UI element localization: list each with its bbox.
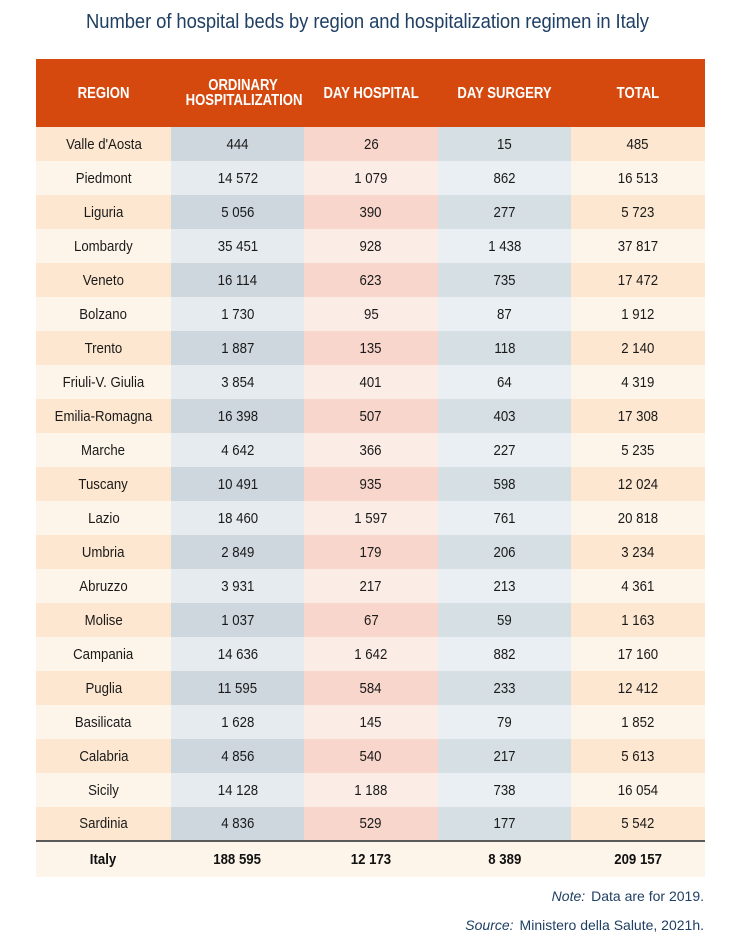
cell-text: Italy — [90, 851, 117, 868]
cell-text: Umbria — [82, 543, 125, 561]
day-surgery-cell — [438, 637, 571, 671]
cell-text: 79 — [497, 713, 512, 731]
day-hospital-cell — [304, 161, 438, 195]
total-day-surgery-cell — [438, 841, 571, 877]
cell-text: 37 817 — [617, 237, 659, 255]
day-hospital-cell — [304, 229, 438, 263]
total-cell — [571, 603, 705, 637]
total-day-hospital-cell — [304, 841, 438, 877]
cell-text: 403 — [493, 407, 516, 425]
cell-text: 1 188 — [354, 781, 388, 799]
cell-text: 3 854 — [220, 373, 255, 391]
cell-text: 217 — [359, 577, 383, 595]
day-hospital-cell — [304, 739, 438, 773]
cell-text: 20 818 — [617, 509, 659, 527]
total-cell — [571, 773, 705, 807]
cell-text: 15 — [497, 135, 512, 153]
day-hospital-cell — [304, 127, 438, 161]
cell-text: 217 — [493, 747, 516, 765]
table-row — [36, 399, 705, 433]
total-cell — [571, 195, 705, 229]
cell-text: 16 054 — [617, 781, 659, 799]
cell-text: 1 642 — [354, 645, 388, 663]
region-cell — [36, 263, 171, 297]
column-header-day-hospital — [304, 59, 438, 127]
cell-text: 26 — [363, 135, 379, 153]
cell-text: 5 056 — [220, 203, 255, 221]
ordinary-cell — [171, 603, 304, 637]
cell-text: 1 887 — [220, 339, 255, 357]
table-row — [36, 433, 705, 467]
cell-text: 735 — [493, 271, 516, 289]
table-row — [36, 705, 705, 739]
day-hospital-cell — [304, 569, 438, 603]
table-row — [36, 365, 705, 399]
region-cell — [36, 229, 171, 263]
cell-text: 928 — [359, 237, 383, 255]
cell-text: Bolzano — [79, 305, 128, 323]
day-surgery-cell — [438, 671, 571, 705]
table-body — [36, 127, 705, 841]
column-header-total — [571, 59, 705, 127]
cell-text: 4 836 — [220, 815, 255, 832]
cell-text: 227 — [493, 441, 516, 459]
cell-text: 206 — [493, 543, 516, 561]
total-cell — [571, 705, 705, 739]
region-cell — [36, 535, 171, 569]
day-surgery-cell — [438, 229, 571, 263]
ordinary-cell — [171, 705, 304, 739]
cell-text: Friuli-V. Giulia — [62, 373, 145, 391]
cell-text: 4 319 — [621, 373, 655, 391]
note-text: Data are for 2019. — [591, 888, 704, 904]
cell-text: 2 849 — [220, 543, 255, 561]
cell-text: 14 128 — [217, 781, 258, 799]
day-surgery-cell — [438, 263, 571, 297]
region-cell — [36, 297, 171, 331]
cell-text: 3 931 — [220, 577, 255, 595]
ordinary-cell — [171, 263, 304, 297]
cell-text: 1 079 — [354, 169, 388, 187]
day-surgery-cell — [438, 297, 571, 331]
cell-text: 4 856 — [220, 747, 255, 765]
total-cell — [571, 637, 705, 671]
cell-text: 1 163 — [621, 611, 655, 629]
total-cell — [571, 433, 705, 467]
region-cell — [36, 195, 171, 229]
table-row — [36, 535, 705, 569]
table-row — [36, 501, 705, 535]
total-cell — [571, 807, 705, 841]
ordinary-cell — [171, 569, 304, 603]
region-cell — [36, 807, 171, 841]
total-cell — [571, 229, 705, 263]
cell-text: 584 — [359, 679, 383, 697]
cell-text: 401 — [359, 373, 383, 391]
cell-text: 11 595 — [217, 679, 258, 697]
day-surgery-cell — [438, 773, 571, 807]
day-hospital-cell — [304, 501, 438, 535]
cell-text: Trento — [84, 339, 123, 357]
cell-text: 64 — [497, 373, 512, 391]
column-header-label: ORDINARY HOSPITALIZATION — [185, 77, 303, 109]
cell-text: 209 157 — [614, 851, 662, 868]
column-header-region — [36, 59, 171, 127]
region-cell — [36, 331, 171, 365]
day-surgery-cell — [438, 127, 571, 161]
cell-text: 507 — [359, 407, 383, 425]
region-cell — [36, 501, 171, 535]
region-cell — [36, 127, 171, 161]
ordinary-cell — [171, 297, 304, 331]
total-cell — [571, 161, 705, 195]
day-hospital-cell — [304, 671, 438, 705]
day-surgery-cell — [438, 331, 571, 365]
day-hospital-cell — [304, 773, 438, 807]
cell-text: 882 — [493, 645, 516, 663]
ordinary-cell — [171, 229, 304, 263]
day-surgery-cell — [438, 195, 571, 229]
total-cell — [571, 671, 705, 705]
hospital-beds-table — [36, 59, 705, 877]
cell-text: Campania — [73, 645, 134, 663]
cell-text: 12 173 — [350, 851, 392, 868]
cell-text: 177 — [493, 815, 516, 832]
source-label: Source: — [465, 917, 514, 933]
cell-text: 3 234 — [621, 543, 655, 561]
table-row — [36, 161, 705, 195]
cell-text: 1 037 — [220, 611, 255, 629]
day-hospital-cell — [304, 399, 438, 433]
cell-text: 935 — [359, 475, 383, 493]
cell-text: Puglia — [85, 679, 122, 697]
total-cell — [571, 535, 705, 569]
cell-text: Sardinia — [79, 815, 128, 832]
cell-text: 485 — [626, 135, 650, 153]
table-row — [36, 195, 705, 229]
cell-text: 761 — [493, 509, 516, 527]
cell-text: 5 613 — [621, 747, 655, 765]
column-header-day-surgery — [438, 59, 571, 127]
cell-text: 145 — [359, 713, 383, 731]
note-label: Note: — [551, 888, 586, 904]
cell-text: 1 597 — [354, 509, 388, 527]
region-cell — [36, 705, 171, 739]
cell-text: 179 — [359, 543, 383, 561]
cell-text: Liguria — [83, 203, 124, 221]
cell-text: 529 — [359, 815, 383, 832]
region-cell — [36, 603, 171, 637]
cell-text: 2 140 — [621, 339, 655, 357]
ordinary-cell — [171, 161, 304, 195]
ordinary-cell — [171, 773, 304, 807]
day-hospital-cell — [304, 195, 438, 229]
ordinary-cell — [171, 195, 304, 229]
source — [465, 917, 704, 933]
region-cell — [36, 773, 171, 807]
cell-text: 277 — [493, 203, 516, 221]
cell-text: 12 024 — [617, 475, 659, 493]
day-hospital-cell — [304, 433, 438, 467]
region-cell — [36, 467, 171, 501]
ordinary-cell — [171, 807, 304, 841]
day-hospital-cell — [304, 365, 438, 399]
cell-text: Marche — [81, 441, 126, 459]
table-row — [36, 569, 705, 603]
table-row — [36, 263, 705, 297]
table-row — [36, 739, 705, 773]
total-cell — [571, 399, 705, 433]
region-cell — [36, 739, 171, 773]
table-row — [36, 807, 705, 841]
page-title: Number of hospital beds by region and hospitalization regimen in Italy — [86, 10, 649, 33]
region-cell — [36, 161, 171, 195]
cell-text: Sicily — [88, 781, 119, 799]
ordinary-cell — [171, 433, 304, 467]
total-cell — [571, 331, 705, 365]
total-row — [36, 841, 705, 877]
region-cell — [36, 433, 171, 467]
day-surgery-cell — [438, 399, 571, 433]
ordinary-cell — [171, 331, 304, 365]
cell-text: 862 — [493, 169, 516, 187]
ordinary-cell — [171, 637, 304, 671]
column-header-ordinary — [171, 59, 304, 127]
day-surgery-cell — [438, 535, 571, 569]
cell-text: 1 912 — [621, 305, 655, 323]
ordinary-cell — [171, 399, 304, 433]
cell-text: 8 389 — [487, 851, 522, 868]
day-surgery-cell — [438, 501, 571, 535]
cell-text: Piedmont — [75, 169, 132, 187]
table-row — [36, 773, 705, 807]
day-surgery-cell — [438, 365, 571, 399]
day-hospital-cell — [304, 807, 438, 841]
table-row — [36, 331, 705, 365]
day-surgery-cell — [438, 161, 571, 195]
total-total-cell — [571, 841, 705, 877]
cell-text: 623 — [359, 271, 383, 289]
cell-text: 1 730 — [220, 305, 255, 323]
day-hospital-cell — [304, 331, 438, 365]
day-hospital-cell — [304, 637, 438, 671]
cell-text: 135 — [359, 339, 383, 357]
cell-text: 16 398 — [217, 407, 258, 425]
table-row — [36, 127, 705, 161]
cell-text: 16 114 — [217, 271, 258, 289]
total-cell — [571, 467, 705, 501]
cell-text: 4 642 — [220, 441, 255, 459]
cell-text: 1 628 — [220, 713, 255, 731]
cell-text: 5 235 — [621, 441, 655, 459]
cell-text: 14 636 — [217, 645, 258, 663]
region-cell — [36, 365, 171, 399]
cell-text: Molise — [84, 611, 123, 629]
cell-text: 213 — [493, 577, 516, 595]
cell-text: 540 — [359, 747, 383, 765]
cell-text: Lombardy — [74, 237, 133, 255]
day-surgery-cell — [438, 467, 571, 501]
cell-text: Calabria — [78, 747, 129, 765]
note — [552, 888, 704, 904]
cell-text: 390 — [359, 203, 383, 221]
day-hospital-cell — [304, 263, 438, 297]
ordinary-cell — [171, 739, 304, 773]
day-hospital-cell — [304, 535, 438, 569]
column-header-label: TOTAL — [616, 84, 660, 102]
cell-text: 16 513 — [617, 169, 659, 187]
cell-text: 59 — [497, 611, 512, 629]
day-hospital-cell — [304, 467, 438, 501]
total-cell — [571, 569, 705, 603]
day-surgery-cell — [438, 603, 571, 637]
cell-text: 188 595 — [213, 851, 262, 868]
day-hospital-cell — [304, 705, 438, 739]
cell-text: 5 723 — [621, 203, 655, 221]
column-header-label: DAY SURGERY — [457, 84, 552, 102]
cell-text: 35 451 — [217, 237, 258, 255]
table-row — [36, 467, 705, 501]
total-region-cell — [36, 841, 171, 877]
cell-text: Lazio — [87, 509, 120, 527]
ordinary-cell — [171, 535, 304, 569]
ordinary-cell — [171, 501, 304, 535]
total-cell — [571, 297, 705, 331]
day-surgery-cell — [438, 569, 571, 603]
day-surgery-cell — [438, 705, 571, 739]
table-row — [36, 297, 705, 331]
cell-text: Valle d'Aosta — [65, 135, 142, 153]
day-hospital-cell — [304, 603, 438, 637]
region-cell — [36, 671, 171, 705]
table-row — [36, 229, 705, 263]
cell-text: 118 — [493, 339, 516, 357]
cell-text: 366 — [359, 441, 383, 459]
total-cell — [571, 127, 705, 161]
total-cell — [571, 739, 705, 773]
cell-text: 5 542 — [621, 815, 655, 832]
day-hospital-cell — [304, 297, 438, 331]
column-header-label: DAY HOSPITAL — [323, 84, 419, 102]
total-ordinary-cell — [171, 841, 304, 877]
cell-text: 14 572 — [217, 169, 258, 187]
cell-text: 10 491 — [217, 475, 258, 493]
cell-text: 95 — [363, 305, 379, 323]
total-cell — [571, 365, 705, 399]
cell-text: 233 — [493, 679, 516, 697]
table-row — [36, 637, 705, 671]
cell-text: 17 308 — [617, 407, 659, 425]
region-cell — [36, 399, 171, 433]
ordinary-cell — [171, 365, 304, 399]
cell-text: 598 — [493, 475, 516, 493]
table-row — [36, 603, 705, 637]
cell-text: 1 852 — [621, 713, 655, 731]
region-cell — [36, 637, 171, 671]
cell-text: 18 460 — [217, 509, 258, 527]
cell-text: Abruzzo — [79, 577, 128, 595]
table-row — [36, 671, 705, 705]
day-surgery-cell — [438, 739, 571, 773]
cell-text: Basilicata — [75, 713, 132, 731]
column-header-label: REGION — [77, 84, 130, 102]
cell-text: 12 412 — [617, 679, 659, 697]
cell-text: Tuscany — [78, 475, 129, 493]
cell-text: 1 438 — [487, 237, 522, 255]
ordinary-cell — [171, 467, 304, 501]
day-surgery-cell — [438, 433, 571, 467]
cell-text: 17 160 — [617, 645, 659, 663]
cell-text: 87 — [497, 305, 512, 323]
ordinary-cell — [171, 127, 304, 161]
total-cell — [571, 263, 705, 297]
cell-text: 67 — [363, 611, 379, 629]
table-header-row — [36, 59, 705, 127]
ordinary-cell — [171, 671, 304, 705]
cell-text: 17 472 — [617, 271, 659, 289]
source-text: Ministero della Salute, 2021h. — [519, 917, 704, 933]
cell-text: 4 361 — [621, 577, 655, 595]
cell-text: 738 — [493, 781, 516, 799]
cell-text: 444 — [226, 135, 249, 153]
region-cell — [36, 569, 171, 603]
day-surgery-cell — [438, 807, 571, 841]
cell-text: Emilia-Romagna — [54, 407, 153, 425]
cell-text: Veneto — [82, 271, 125, 289]
total-cell — [571, 501, 705, 535]
